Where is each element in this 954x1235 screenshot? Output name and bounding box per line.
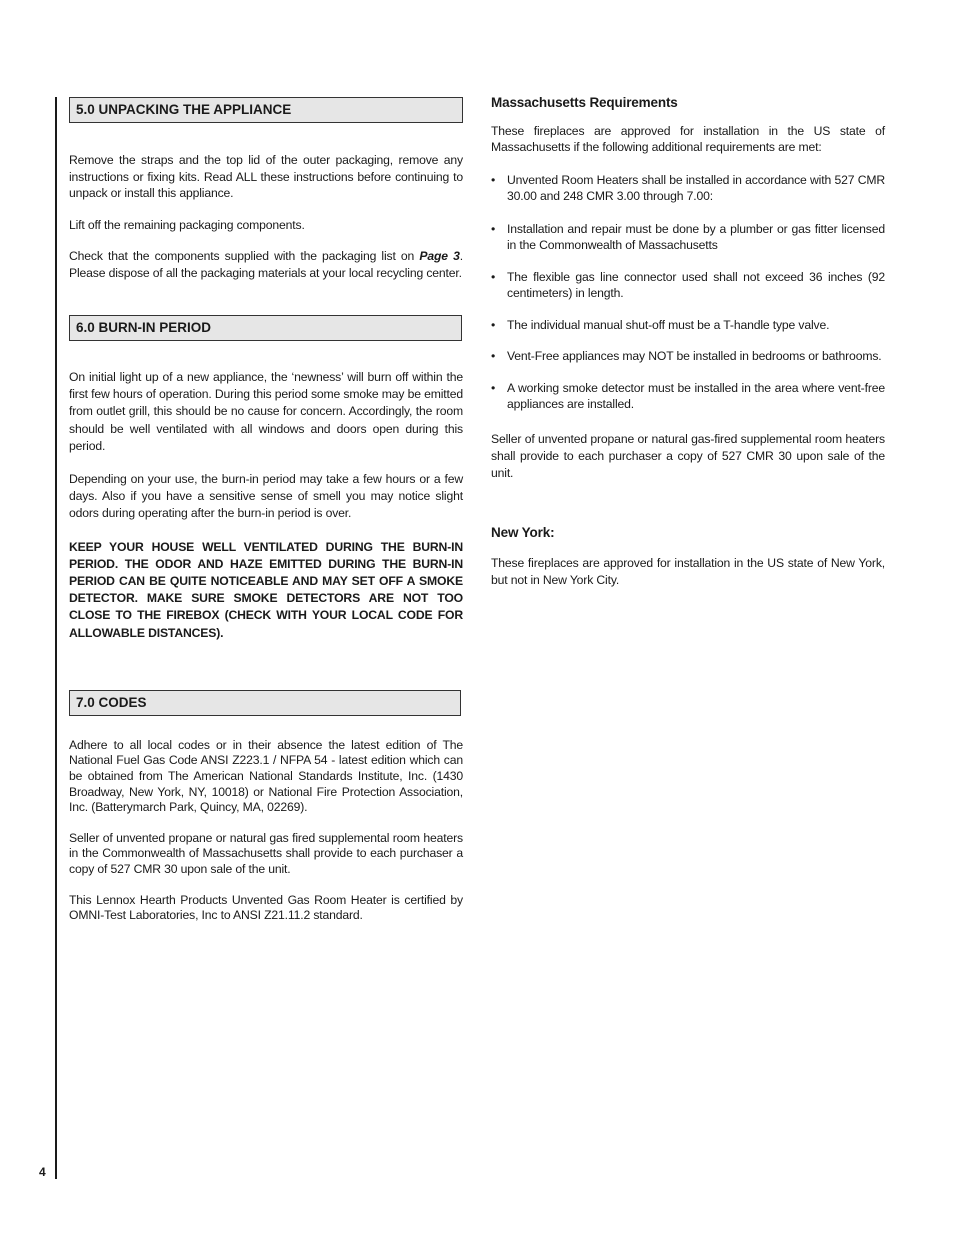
new-york-text: These fireplaces are approved for installation in the US state of New York, but not in New York City. [491, 556, 885, 587]
list-item: • Unvented Room Heaters shall be installed in accordance with 527 CMR 30.00 and 248 CMR 3.00 through 7.00: [491, 172, 885, 205]
left-column [69, 97, 463, 924]
section-header-unpacking: 5.0 UNPACKING THE APPLIANCE [69, 97, 463, 123]
unpacking-paragraph-2: Lift off the remaining packaging components. [69, 217, 305, 232]
list-item: • The flexible gas line connector used shall not exceed 36 inches (92 centimeters) in length. [491, 269, 885, 302]
list-item: • Vent-Free appliances may NOT be installed in bedrooms or bathrooms. [491, 348, 885, 365]
unpacking-p3-after: . Please dispose of all the packaging materials at your local recycling center. [69, 249, 463, 280]
section-header-burn-in: 6.0 BURN-IN PERIOD [69, 315, 462, 341]
massachusetts-heading: Massachusetts Requirements [491, 95, 678, 110]
list-item: • Installation and repair must be done by a plumber or gas fitter licensed in the Commonwealth of Massachusetts [491, 221, 885, 254]
massachusetts-requirements-list [491, 172, 885, 413]
right-column [491, 95, 885, 589]
list-item: • The individual manual shut-off must be a T-handle type valve. [491, 317, 885, 334]
burn-in-paragraph-2: Depending on your use, the burn-in period may take a few hours or a few days. Also if you have a sensitive sense of smell you may notice slight odors during operating after the burn-in period is over. [69, 472, 463, 521]
unpacking-paragraph-1: Remove the straps and the top lid of the outer packaging, remove any instructions or fixing kits. Read ALL these instructions before continuing to unpack or install this appliance. [69, 153, 463, 200]
page-reference-link: Page 3 [419, 249, 460, 263]
page-number: 4 [39, 1165, 46, 1179]
codes-paragraph-1: Adhere to all local codes or in their absence the latest edition of The National Fuel Gas Code ANSI Z223.1 / NFPA 54 - latest edition which can be obtained from The American National Standards Institute, Inc. (1430 Broadway, New York, NY, 10018) or National Fire Protection Association, Inc. (Batterymarch Park, Quincy, MA, 02269). [69, 737, 463, 815]
unpacking-paragraph-3 [69, 248, 463, 281]
section-header-codes: 7.0 CODES [69, 690, 461, 716]
unpacking-p3-before: Check that the components supplied with the packaging list on [69, 249, 420, 263]
codes-paragraph-2: Seller of unvented propane or natural gas fired supplemental room heaters in the Commonwealth of Massachusetts shall provide to each purchaser a copy of 527 CMR 30 upon sale of the unit. [69, 830, 463, 876]
burn-in-warning: KEEP YOUR HOUSE WELL VENTILATED DURING THE BURN-IN PERIOD. THE ODOR AND HAZE EMITTED DURING THE BURN-IN PERIOD CAN BE QUITE NOTICEABLE AND MAY SET OFF A SMOKE DETECTOR. MAKE SURE SMOKE DETECTORS ARE NOT TOO CLOSE TO THE FIREBOX (CHECK WITH YOUR LOCAL CODE FOR ALLOWABLE DISTANCES). [69, 539, 463, 640]
list-item: • A working smoke detector must be installed in the area where vent-free appliances are installed. [491, 380, 885, 413]
new-york-heading: New York: [491, 524, 555, 540]
codes-paragraph-3: This Lennox Hearth Products Unvented Gas Room Heater is certified by OMNI-Test Laboratories, Inc to ANSI Z21.11.2 standard. [69, 892, 463, 923]
massachusetts-intro: These fireplaces are approved for installation in the US state of Massachusetts if the following additional requirements are met: [491, 123, 885, 154]
massachusetts-closing: Seller of unvented propane or natural gas-fired supplemental room heaters shall provide to each purchaser a copy of 527 CMR 30 upon sale of the unit. [491, 431, 885, 480]
burn-in-paragraph-1: On initial light up of a new appliance, the ‘newness’ will burn off within the first few hours of operation. During this period some smoke may be emitted from outlet grill, this should be no cause for concern. Accordingly, the room should be well ventilated with all windows and doors open during this period. [69, 370, 463, 453]
page-margin-rule [55, 97, 57, 1179]
